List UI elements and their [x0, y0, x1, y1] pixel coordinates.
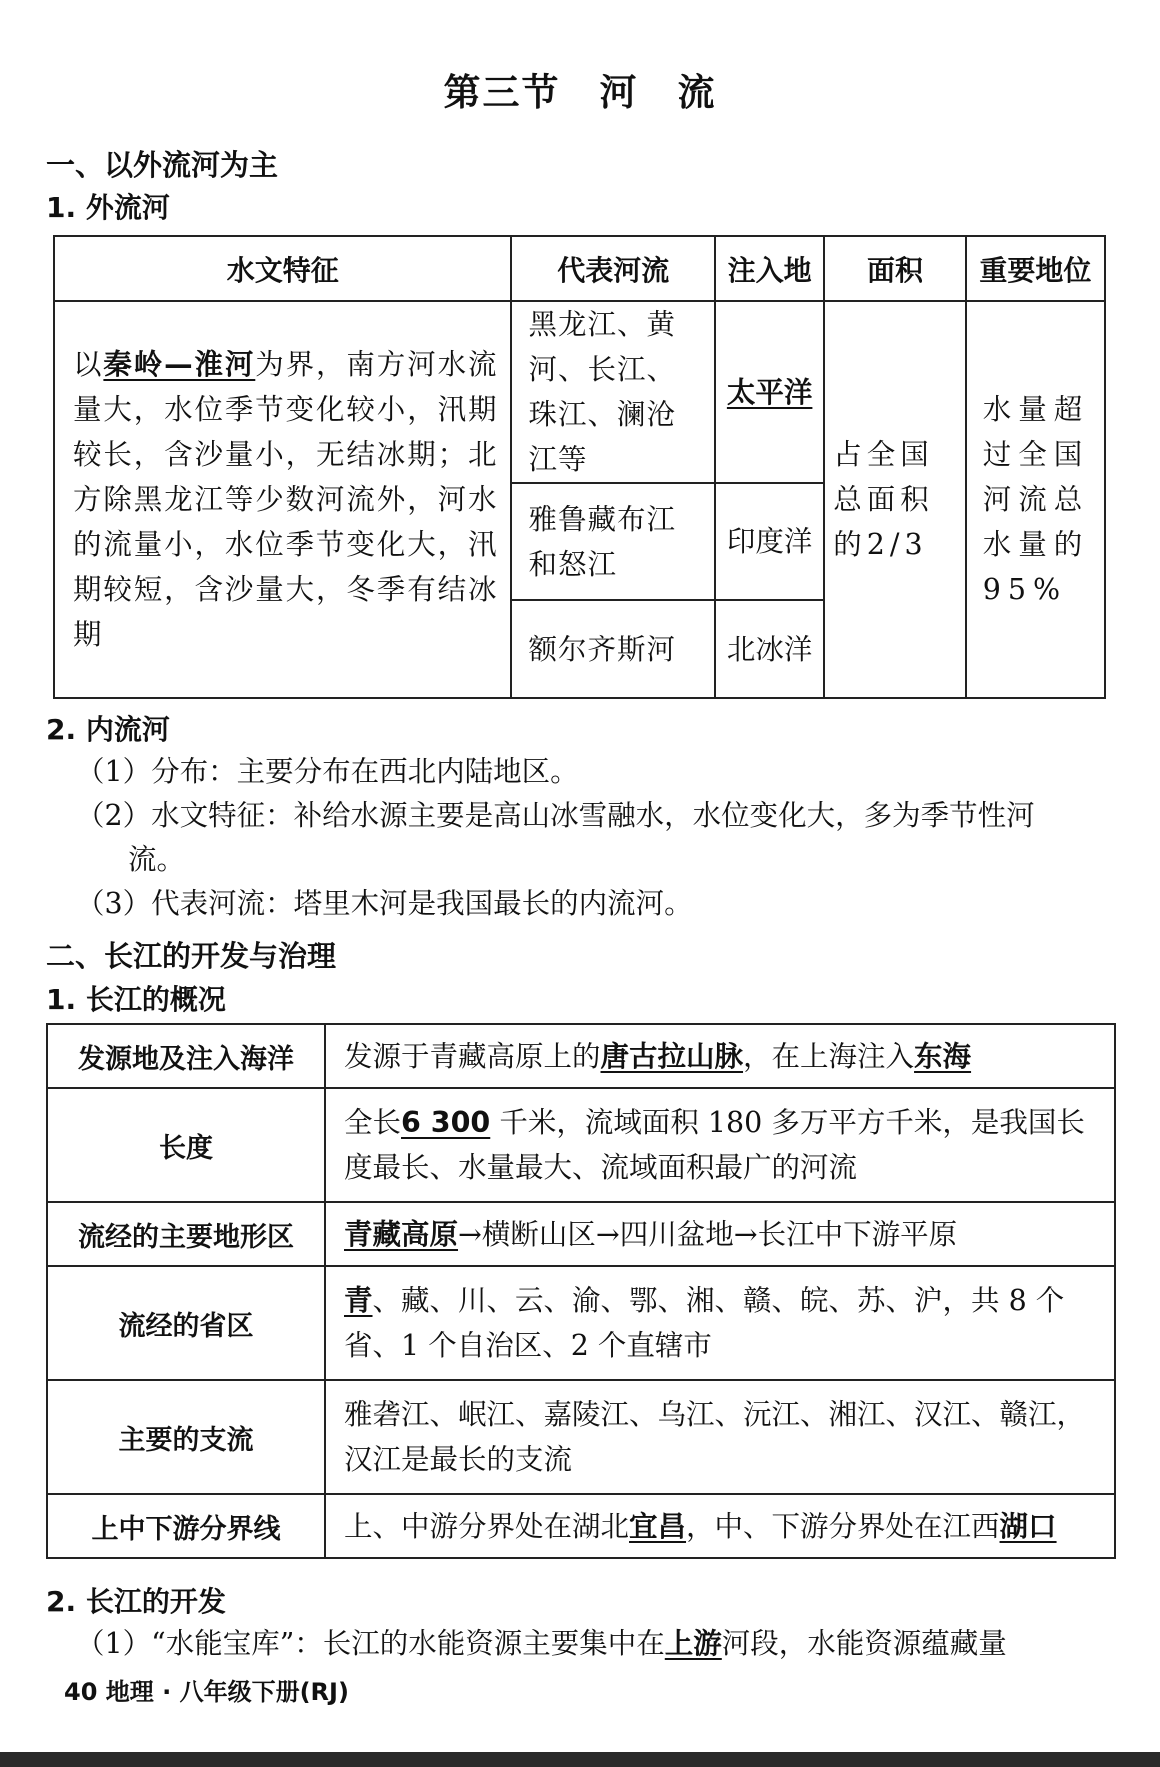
table-header: 水文特征 [54, 236, 511, 301]
table-header-row [54, 236, 1105, 301]
row-value [325, 1494, 1115, 1558]
text: 全长 [344, 1106, 402, 1139]
table-row [47, 1088, 1115, 1202]
text: （1）“水能宝库”：长江的水能资源主要集中在 [76, 1627, 665, 1660]
list-item: （3）代表河流：塔里木河是我国最长的内流河。 [76, 887, 693, 920]
table-row [47, 1202, 1115, 1266]
row-label: 流经的主要地形区 [47, 1202, 325, 1266]
destination-cell [715, 301, 824, 483]
key-term: 青藏高原 [344, 1217, 459, 1251]
table-row [47, 1380, 1115, 1494]
page-title: 第三节 河 流 [443, 71, 717, 114]
river-cell: 额尔齐斯河 [511, 600, 715, 698]
row-value [325, 1024, 1115, 1088]
table-header: 注入地 [715, 236, 824, 301]
river-cell: 黑龙江、黄河、长江、珠江、澜沧江等 [511, 301, 715, 483]
key-term: 东海 [914, 1039, 972, 1073]
row-label: 长度 [47, 1088, 325, 1202]
position-cell: 水量超过全国河流总水量的95% [966, 301, 1105, 698]
key-term: 唐古拉山脉 [600, 1039, 744, 1073]
table-header: 重要地位 [966, 236, 1105, 301]
text: 河段，水能资源蕴藏量 [721, 1627, 1007, 1660]
text: 、藏、川、云、渝、鄂、湘、赣、皖、苏、沪，共 8 个省、1 个自治区、2 个直辖市 [344, 1284, 1065, 1362]
list-item: （2）水文特征：补给水源主要是高山冰雪融水，水位变化大，多为季节性河 [76, 799, 1035, 832]
destination-cell: 北冰洋 [715, 600, 824, 698]
text: ，中、下游分界处在江西 [686, 1509, 1000, 1543]
table-row [47, 1266, 1115, 1380]
text: 为界，南方河水流量大，水位季节变化较小，汛期较长，含沙量小，无结冰期；北方除黑龙江等少数河流外，河水的流量小，水位季节变化大，汛期较短，含沙量大，冬季有结冰期 [73, 348, 497, 651]
row-label: 流经的省区 [47, 1266, 325, 1380]
key-term: 湖口 [999, 1509, 1057, 1543]
text: 发源于青藏高原上的 [344, 1039, 601, 1073]
text: 千米，流域面积 180 多万平方千米，是我国长度最长、水量最大、流域面积最广的河流 [344, 1106, 1085, 1184]
key-term: 宜昌 [629, 1509, 687, 1543]
section-heading-1: 一、以外流河为主 [46, 148, 279, 182]
row-value [325, 1202, 1115, 1266]
subsection-yangtze-development: 2. 长江的开发 [46, 1585, 226, 1618]
hydrology-cell [54, 301, 511, 698]
area-cell: 占全国总面积的2/3 [824, 301, 965, 698]
list-item: 流。 [128, 843, 186, 876]
table-row [47, 1024, 1115, 1088]
text: 上、中游分界处在湖北 [344, 1509, 630, 1543]
text: →横断山区→四川盆地→长江中下游平原 [458, 1217, 958, 1251]
text: ，在上海注入 [743, 1039, 915, 1073]
list-item: （1）分布：主要分布在西北内陆地区。 [76, 755, 579, 788]
text: 以 [73, 348, 104, 381]
river-cell: 雅鲁藏布江和怒江 [511, 483, 715, 600]
table-row [54, 301, 1105, 483]
page-footer: 40 地理 · 八年级下册(RJ) [64, 1678, 349, 1706]
table-row [47, 1494, 1115, 1558]
subsection-exterior-rivers: 1. 外流河 [46, 191, 170, 224]
pacific-key: 太平洋 [726, 375, 813, 409]
destination-cell: 印度洋 [715, 483, 824, 600]
subsection-yangtze-overview: 1. 长江的概况 [46, 983, 226, 1016]
row-value [325, 1088, 1115, 1202]
row-label: 发源地及注入海洋 [47, 1024, 325, 1088]
row-value [325, 1266, 1115, 1380]
section-heading-2: 二、长江的开发与治理 [46, 939, 337, 973]
yangtze-overview-table [46, 1023, 1116, 1559]
list-item [76, 1622, 1007, 1666]
subsection-interior-rivers: 2. 内流河 [46, 713, 170, 746]
row-label: 上中下游分界线 [47, 1494, 325, 1558]
bottom-bar [0, 1752, 1160, 1767]
key-term: 上游 [664, 1627, 722, 1660]
key-term: 6 300 [401, 1106, 491, 1139]
table-header: 代表河流 [511, 236, 715, 301]
table-header: 面积 [824, 236, 965, 301]
qinling-huaihe-key: 秦岭—淮河 [103, 348, 256, 381]
row-label: 主要的支流 [47, 1380, 325, 1494]
exterior-rivers-table [53, 235, 1106, 699]
row-value: 雅砻江、岷江、嘉陵江、乌江、沅江、湘江、汉江、赣江，汉江是最长的支流 [325, 1380, 1115, 1494]
key-term: 青 [344, 1284, 373, 1317]
